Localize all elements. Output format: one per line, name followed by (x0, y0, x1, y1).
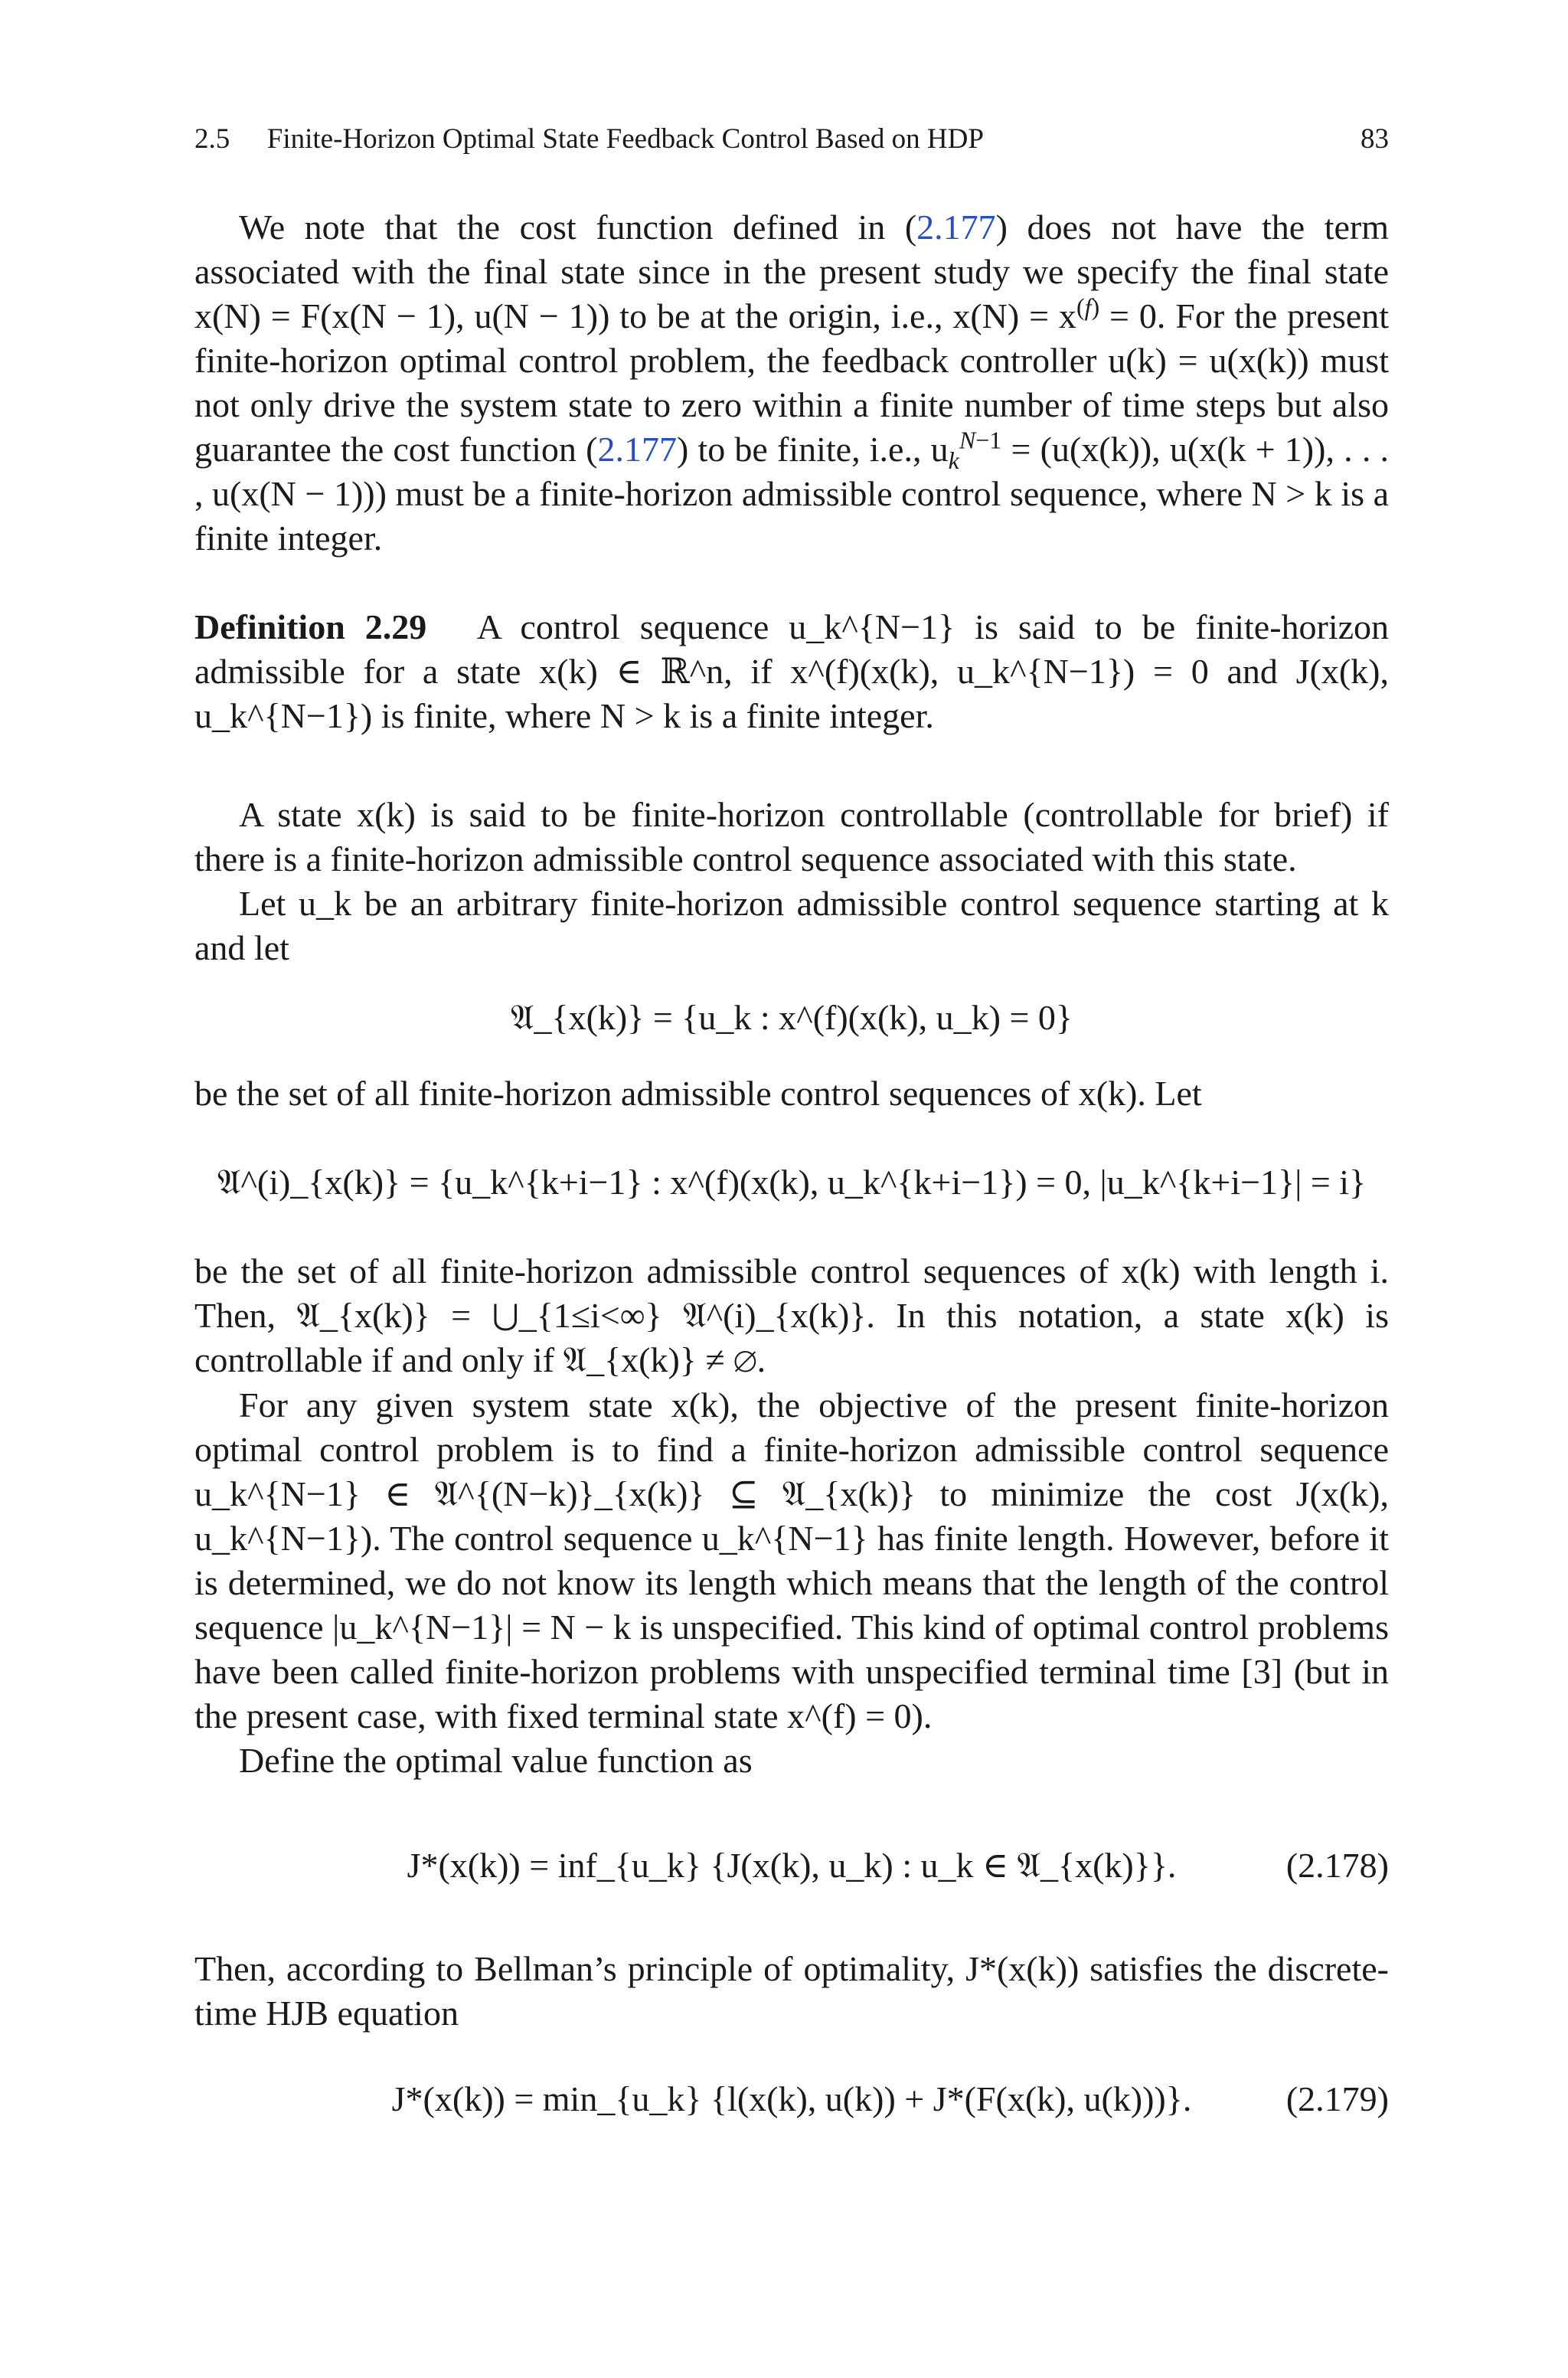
paragraph-union: be the set of all finite-horizon admissible control sequences of x(k) with length i. Then, 𝔄_{x(k)} = ⋃_{1≤i<∞} 𝔄^(i)_{x(k)}. In this notation, a state x(k) is controllable if and only if 𝔄_{x(k)} ≠ ∅. (194, 1251, 1389, 1379)
equation-number: (2.178) (1285, 1846, 1389, 1885)
section-title: Finite-Horizon Optimal State Feedback Control Based on HDP (266, 123, 984, 155)
paragraph-define: Define the optimal value function as (239, 1741, 753, 1780)
equation-reference-link[interactable]: 2.177 (597, 430, 677, 469)
running-header (194, 123, 1389, 155)
paragraph-objective: For any given system state x(k), the objective of the present finite-horizon optimal control problem is to find a finite-horizon admissible control sequence u_k^{N−1} ∈ 𝔄^{(N−k)}_{x(k)} ⊆ 𝔄_{x(k)} to minimize the cost J(x(k), u_k^{N−1}). The control sequence u_k^{N−1} has finite length. However, before it is determined, we do not know its length which means that the length of the control sequence |u_k^{N−1}| = N − k is unspecified. This kind of optimal control problems have been called finite-horizon problems with unspecified terminal time [3] (but in the present case, with fixed terminal state x^(f) = 0). Define the optimal value function as (194, 1383, 1389, 1783)
equation-admissible-set-length-i: 𝔄^(i)_{x(k)} = {u_k^{k+i−1} : x^(f)(x(k), u_k^{k+i−1}) = 0, |u_k^{k+i−1}| = i} (217, 1163, 1367, 1202)
equation-reference-link[interactable]: 2.177 (916, 208, 996, 247)
page (194, 0, 1389, 2378)
definition-label: Definition 2.29 (194, 607, 427, 646)
paragraph-let: Let u_k be an arbitrary finite-horizon admissible control sequence starting at k and let (194, 884, 1389, 967)
equation-admissible-set: 𝔄_{x(k)} = {u_k : x^(f)(x(k), u_k) = 0} (511, 998, 1073, 1037)
equation-2-179 (194, 2077, 1389, 2121)
equation-body: J*(x(k)) = min_{u_k} {l(x(k), u(k)) + J*(F(x(k), u(k)))}. (391, 2079, 1192, 2118)
paragraph-controllable: A state x(k) is said to be finite-horizon controllable (controllable for brief) if there is a finite-horizon admissible control sequence associated with this state. Let u_k be an arbitrary finite-horizon admissible control sequence starting at k and let (194, 793, 1389, 970)
definition-text: A control sequence u_k^{N−1} is said to be finite-horizon admissible for a state x(k) ∈ ℝ^n, if x^(f)(x(k), u_k^{N−1}) = 0 and J(x(k), u_k^{N−1}) is finite, where N > k is a finite integer. (194, 607, 1390, 735)
section-number: 2.5 (194, 123, 230, 155)
definition-block (194, 605, 1389, 738)
page-number: 83 (1361, 123, 1389, 155)
equation-2-178 (194, 1843, 1389, 1888)
equation-number: (2.179) (1285, 2079, 1389, 2118)
paragraph-bellman: Then, according to Bellman’s principle of optimality, J*(x(k)) satisfies the discrete-time HJB equation (194, 1949, 1389, 2033)
paragraph-cost-function: We note that the cost function defined in (2.177) does not have the term associated with the final state since in the present study we specify the final state x(N) = F(x(N − 1), u(N − 1)) to be at the origin, i.e., $x(N) = x^{(f)} = 0$. For the present finite-horizon optimal control problem, the feedback controller u(k) = u(x(k)) must not only drive the system state to zero within a finite number of time steps but also guarantee the cost function (2.177) to be finite, i.e., $u_k^{N-1} = (u(x(k))$, u(x(k + 1)), . . . , u(x(N − 1))) must be a finite-horizon admissible control sequence, where N > k is a finite integer. (194, 208, 1390, 558)
equation-body: J*(x(k)) = inf_{u_k} {J(x(k), u_k) : u_k ∈ 𝔄_{x(k)}}. (407, 1846, 1177, 1885)
paragraph-set-def: be the set of all finite-horizon admissible control sequences of x(k). Let (194, 1074, 1202, 1113)
